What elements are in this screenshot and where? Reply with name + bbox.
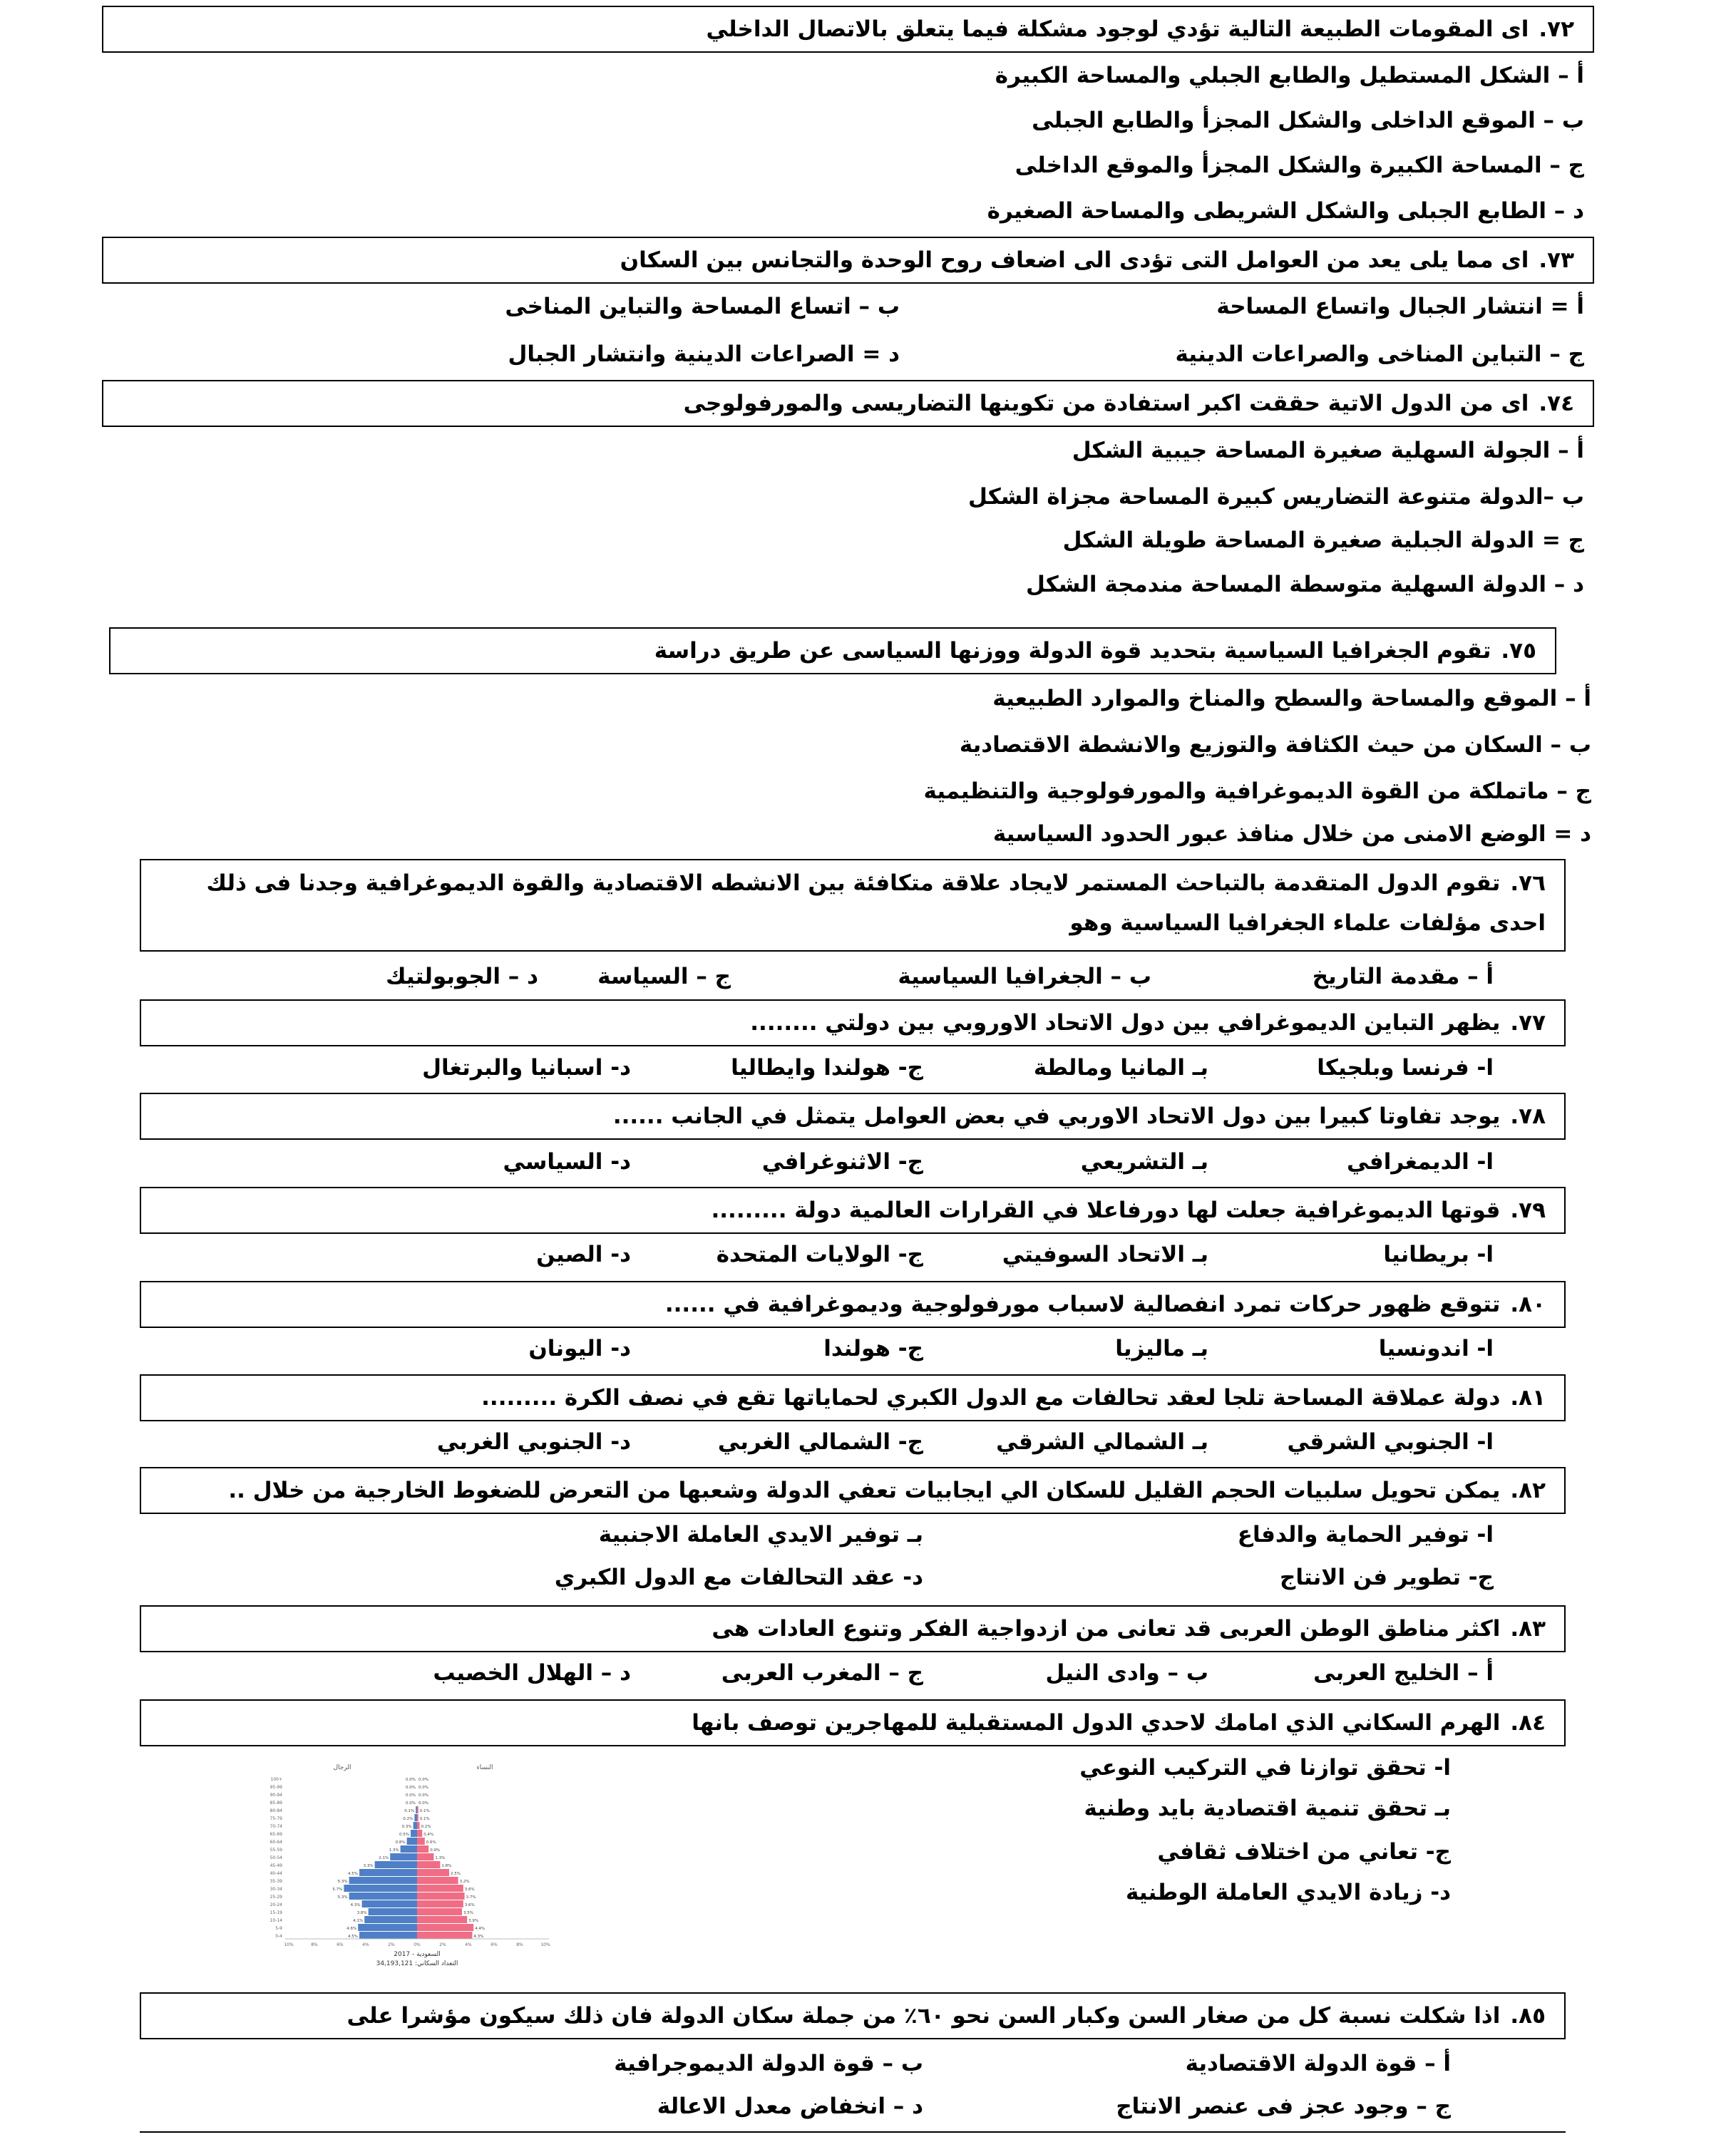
pyramid-x-tick: 10% — [284, 1942, 294, 1947]
pyramid-bar-male — [407, 1838, 417, 1845]
question-number: ٨٢. — [1510, 1478, 1546, 1503]
pyramid-value-male: 0.2% — [403, 1817, 414, 1821]
pyramid-value-female: 4.4% — [475, 1927, 486, 1931]
option: ب – الجغرافيا السياسية — [898, 964, 1151, 989]
option: ب – الموقع الداخلى والشكل المجزأ والطابع الجبلى — [1032, 108, 1584, 133]
pyramid-value-male: 4.3% — [350, 1903, 361, 1907]
option: ا- تحقق توازنا في التركيب النوعي — [1079, 1755, 1451, 1781]
question-81-box — [140, 1374, 1566, 1421]
option: ج- هولندا — [823, 1336, 923, 1361]
pyramid-bar-male — [359, 1869, 417, 1876]
option: بـ الشمالي الشرقي — [996, 1429, 1208, 1455]
pyramid-value-male: 0.3% — [401, 1825, 412, 1829]
question-number: ٧٥. — [1501, 638, 1536, 664]
pyramid-caption-population: التعداد السكاني: 34,193,121 — [376, 1960, 458, 1967]
question-75-box — [109, 627, 1556, 674]
pyramid-bar-female — [417, 1845, 428, 1853]
pyramid-value-male: 0.5% — [399, 1833, 409, 1837]
pyramid-x-tick: 6% — [337, 1942, 344, 1947]
pyramid-age-label: 65-69 — [269, 1832, 282, 1837]
pyramid-age-label: 75-79 — [269, 1816, 282, 1821]
question-text: اى من الدول الاتية حققت اكبر استفادة من تكوينها التضاريسى والمورفولوجى — [683, 391, 1529, 416]
option: ج- تطوير فن الانتاج — [1280, 1565, 1494, 1590]
pyramid-bar-male — [375, 1861, 417, 1868]
option: أ – الشكل المستطيل والطابع الجبلي والمساحة الكبيرة — [995, 63, 1584, 88]
option: ج – ماتملكة من القوة الديموغرافية والمورفولوجية والتنظيمية — [923, 778, 1591, 804]
option: ا- الديمغرافي — [1347, 1149, 1494, 1175]
option: د- الصين — [536, 1242, 631, 1267]
pyramid-age-label: 85-89 — [269, 1801, 282, 1806]
pyramid-value-male: 1.3% — [389, 1848, 399, 1853]
pyramid-bar-female — [417, 1877, 458, 1884]
pyramid-age-label: 10-14 — [269, 1918, 282, 1923]
option: بـ المانيا ومالطة — [1033, 1055, 1208, 1081]
question-text: يوجد تفاوتا كبيرا بين دول الاتحاد الاوربي في بعض العوامل يتمثل في الجانب ...... — [612, 1103, 1501, 1129]
pyramid-value-male: 0.0% — [406, 1801, 416, 1806]
option: ج- الولايات المتحدة — [716, 1242, 923, 1267]
option: ب –الدولة متنوعة التضاريس كبيرة المساحة مجزاة الشكل — [968, 484, 1584, 510]
option: ب – اتساع المساحة والتباين المناخى — [505, 294, 900, 319]
question-79-box — [140, 1187, 1566, 1234]
pyramid-bar-female — [417, 1924, 473, 1931]
pyramid-value-male: 5.3% — [337, 1880, 348, 1884]
pyramid-bar-female — [417, 1814, 418, 1821]
question-85-box — [140, 1992, 1566, 2039]
pyramid-age-label: 55-59 — [269, 1848, 282, 1853]
pyramid-bar-female — [417, 1908, 462, 1915]
pyramid-value-female: 0.0% — [418, 1786, 428, 1790]
option: د- اسبانيا والبرتغال — [422, 1055, 631, 1081]
pyramid-header-women: النساء — [476, 1764, 493, 1771]
pyramid-age-label: 35-39 — [269, 1879, 282, 1884]
pyramid-bar-male — [414, 1822, 417, 1829]
pyramid-age-label: 5-9 — [275, 1926, 282, 1931]
pyramid-value-male: 0.0% — [406, 1778, 416, 1782]
pyramid-value-male: 3.3% — [363, 1864, 374, 1868]
pyramid-value-female: 0.6% — [426, 1840, 436, 1845]
pyramid-value-female: 0.0% — [418, 1801, 428, 1806]
pyramid-x-tick: 8% — [516, 1942, 523, 1947]
question-76-box — [140, 859, 1566, 952]
question-text: قوتها الديموغرافية جعلت لها دورفاعلا في القرارات العالمية دولة ......... — [711, 1198, 1501, 1223]
question-72-box — [102, 6, 1594, 53]
pyramid-bar-female — [417, 1853, 433, 1860]
question-number: ٧٣. — [1539, 247, 1574, 273]
option: ج- هولندا وايطاليا — [731, 1055, 923, 1081]
option: بـ تحقق تنمية اقتصادية بايد وطنية — [1084, 1796, 1451, 1821]
option: ج – السياسة — [597, 964, 731, 989]
pyramid-x-tick: 2% — [388, 1942, 395, 1947]
pyramid-bar-male — [358, 1924, 417, 1931]
option: د = الصراعات الدينية وانتشار الجبال — [508, 341, 900, 367]
pyramid-value-female: 2.5% — [451, 1872, 461, 1876]
option: أ – مقدمة التاريخ — [1312, 964, 1494, 989]
pyramid-age-label: 90-94 — [269, 1793, 282, 1798]
pyramid-value-female: 0.1% — [419, 1817, 430, 1821]
next-question-box-edge — [140, 2131, 1566, 2133]
pyramid-value-male: 4.6% — [346, 1927, 357, 1931]
option: د- عقد التحالفات مع الدول الكبري — [554, 1565, 923, 1590]
pyramid-caption-title: السعودية - 2017 — [394, 1951, 441, 1958]
pyramid-bar-female — [417, 1822, 420, 1829]
option: د- زيادة الايدي العاملة الوطنية — [1125, 1880, 1451, 1905]
option: ب – وادى النيل — [1045, 1660, 1208, 1686]
option: د- اليونان — [528, 1336, 631, 1361]
question-text: اى مما يلى يعد من العوامل التى تؤدى الى اضعاف روح الوحدة والتجانس بين السكان — [620, 247, 1529, 273]
pyramid-value-female: 0.1% — [419, 1809, 430, 1813]
question-82-box — [140, 1467, 1566, 1514]
pyramid-bar-male — [416, 1806, 417, 1813]
pyramid-value-male: 4.5% — [348, 1935, 358, 1939]
pyramid-value-male: 0.0% — [406, 1793, 416, 1798]
pyramid-value-female: 0.2% — [421, 1825, 431, 1829]
pyramid-bar-female — [417, 1885, 463, 1892]
question-number: ٨٤. — [1510, 1710, 1546, 1736]
option: أ – الجولة السهلية صغيرة المساحة جيبية الشكل — [1072, 438, 1584, 463]
pyramid-value-male: 3.8% — [356, 1911, 367, 1915]
option: د – الدولة السهلية متوسطة المساحة مندمجة الشكل — [1026, 572, 1584, 597]
option: بـ التشريعي — [1080, 1149, 1208, 1175]
question-number: ٨١. — [1510, 1385, 1546, 1411]
pyramid-age-label: 50-54 — [269, 1855, 282, 1860]
option: ب – السكان من حيث الكثافة والتوزيع والانشطة الاقتصادية — [959, 732, 1591, 758]
option: أ = انتشار الجبال واتساع المساحة — [1216, 294, 1584, 319]
pyramid-age-label: 30-34 — [269, 1887, 282, 1892]
pyramid-bar-female — [417, 1932, 472, 1939]
pyramid-value-female: 3.2% — [459, 1880, 470, 1884]
question-number: ٧٦. — [1510, 870, 1546, 896]
option: ا- اندونسيا — [1378, 1336, 1494, 1361]
pyramid-value-male: 4.5% — [348, 1872, 358, 1876]
pyramid-bar-male — [364, 1916, 417, 1923]
question-text: تقوم الجغرافيا السياسية بتحديد قوة الدولة ووزنها السياسى عن طريق دراسة — [654, 638, 1491, 664]
pyramid-x-tick: 4% — [362, 1942, 369, 1947]
pyramid-bar-female — [417, 1861, 440, 1868]
option: ج- الاثنوغرافي — [761, 1149, 923, 1175]
question-text: يمكن تحويل سلبيات الحجم القليل للسكان الي ايجابيات تعفي الدولة وشعبها من التعرض للضغوط الخارجية من خلال .. — [228, 1478, 1501, 1503]
pyramid-bar-male — [390, 1853, 417, 1860]
pyramid-bar-female — [417, 1916, 467, 1923]
pyramid-value-female: 0.9% — [430, 1848, 441, 1853]
pyramid-bar-male — [414, 1814, 417, 1821]
question-number: ٨٠. — [1510, 1292, 1546, 1317]
pyramid-value-female: 1.3% — [435, 1856, 446, 1860]
question-74-box — [102, 380, 1594, 427]
option: بـ ماليزيا — [1115, 1336, 1208, 1361]
pyramid-bar-female — [417, 1830, 422, 1837]
pyramid-age-label: 60-64 — [269, 1840, 282, 1845]
pyramid-value-male: 0.8% — [395, 1840, 406, 1845]
option: أ – الموقع والمساحة والسطح والمناخ والموارد الطبيعية — [992, 686, 1591, 711]
option: ج – وجود عجز فى عنصر الانتاج — [1116, 2094, 1451, 2119]
pyramid-age-label: 40-44 — [269, 1871, 282, 1876]
pyramid-value-female: 0.4% — [423, 1833, 434, 1837]
pyramid-value-female: 3.6% — [464, 1888, 475, 1892]
question-number: ٧٢. — [1539, 16, 1574, 42]
pyramid-age-label: 45-49 — [269, 1863, 282, 1868]
pyramid-bar-female — [417, 1893, 465, 1900]
pyramid-value-female: 3.7% — [466, 1895, 476, 1900]
option: د – انخفاض معدل الاعالة — [657, 2094, 923, 2119]
option: ا- بريطانيا — [1383, 1242, 1494, 1267]
option: ج – المغرب العربى — [721, 1660, 923, 1686]
pyramid-age-label: 15-19 — [269, 1910, 282, 1915]
option: ب – قوة الدولة الديموجرافية — [614, 2051, 923, 2076]
pyramid-age-label: 100+ — [270, 1777, 282, 1782]
pyramid-x-tick: 4% — [465, 1942, 472, 1947]
pyramid-value-female: 3.9% — [468, 1919, 479, 1923]
pyramid-age-label: 0-4 — [275, 1934, 282, 1939]
pyramid-value-male: 2.1% — [379, 1856, 389, 1860]
question-text: دولة عملاقة المساحة تلجا لعقد تحالفات مع الدول الكبري لحماياتها تقع في نصف الكرة ......... — [481, 1385, 1501, 1411]
pyramid-x-tick: 10% — [540, 1942, 550, 1947]
pyramid-value-male: 4.1% — [353, 1919, 364, 1923]
option: ا- فرنسا وبلجيكا — [1317, 1055, 1494, 1081]
question-83-box — [140, 1605, 1566, 1652]
question-text: اكثر مناطق الوطن العربى قد تعانى من ازدواجية الفكر وتنوع العادات هى — [712, 1616, 1501, 1642]
option: أ – الخليج العربى — [1313, 1660, 1494, 1686]
question-number: ٧٩. — [1510, 1198, 1546, 1223]
question-text: يظهر التباين الديموغرافي بين دول الاتحاد الاوروبي بين دولتي ........ — [750, 1010, 1501, 1036]
question-text: اى المقومات الطبيعة التالية تؤدي لوجود مشكلة فيما يتعلق بالاتصال الداخلي — [706, 16, 1529, 42]
option: د – الجوبولتيك — [386, 964, 538, 989]
option: د – الطابع الجبلى والشكل الشريطى والمساحة الصغيرة — [987, 198, 1584, 224]
question-number: ٧٧. — [1510, 1010, 1546, 1036]
option: د- السياسي — [503, 1149, 631, 1175]
option: بـ توفير الايدي العاملة الاجنبية — [598, 1522, 923, 1548]
question-text: تقوم الدول المتقدمة بالتباحث المستمر لايجاد علاقة متكافئة بين الانشطه الاقتصادية والقوة الديموغرافية وجدنا فى ذلك احدى مؤلفات علماء الجغرافيا السياسية وهو — [206, 870, 1546, 936]
pyramid-bar-female — [417, 1838, 425, 1845]
option: أ – قوة الدولة الاقتصادية — [1185, 2051, 1451, 2076]
question-77-box — [140, 999, 1566, 1046]
pyramid-bar-male — [401, 1845, 417, 1853]
option: ج – التباين المناخى والصراعات الدينية — [1175, 341, 1584, 367]
pyramid-bar-male — [344, 1885, 417, 1892]
question-number: ٨٥. — [1510, 2003, 1546, 2029]
pyramid-bar-male — [362, 1900, 417, 1907]
pyramid-age-label: 20-24 — [269, 1902, 282, 1907]
question-78-box — [140, 1093, 1566, 1140]
pyramid-value-male: 0.1% — [404, 1809, 415, 1813]
pyramid-x-tick: 6% — [491, 1942, 498, 1947]
question-80-box — [140, 1281, 1566, 1328]
pyramid-value-male: 0.0% — [406, 1786, 416, 1790]
question-number: ٧٤. — [1539, 391, 1574, 416]
pyramid-age-label: 80-84 — [269, 1808, 282, 1813]
option: د = الوضع الامنى من خلال منافذ عبور الحدود السياسية — [992, 821, 1591, 847]
pyramid-x-tick: 0% — [414, 1942, 421, 1947]
pyramid-x-tick: 2% — [439, 1942, 446, 1947]
pyramid-bar-male — [359, 1932, 417, 1939]
option: ج – المساحة الكبيرة والشكل المجزأ والموقع الداخلى — [1015, 153, 1584, 178]
option: ا- توفير الحماية والدفاع — [1237, 1522, 1494, 1548]
pyramid-value-female: 3.6% — [464, 1903, 475, 1907]
option: د – الهلال الخصيب — [433, 1660, 631, 1686]
question-text: الهرم السكاني الذي امامك لاحدي الدول المستقبلية للمهاجرين توصف بانها — [692, 1710, 1501, 1736]
pyramid-x-tick: 8% — [311, 1942, 318, 1947]
pyramid-bar-female — [417, 1900, 463, 1907]
question-number: ٨٣. — [1510, 1616, 1546, 1642]
option: ج- تعاني من اختلاف ثقافي — [1157, 1839, 1451, 1865]
pyramid-age-label: 70-74 — [269, 1824, 282, 1829]
pyramid-bar-male — [349, 1893, 417, 1900]
population-pyramid — [257, 1759, 556, 1973]
pyramid-value-female: 3.5% — [463, 1911, 473, 1915]
pyramid-value-female: 0.0% — [418, 1778, 428, 1782]
pyramid-bar-male — [349, 1877, 417, 1884]
pyramid-value-female: 4.3% — [473, 1935, 484, 1939]
pyramid-age-label: 95-99 — [269, 1785, 282, 1790]
option: د- الجنوبي الغربي — [436, 1429, 631, 1455]
option: ج = الدولة الجبلية صغيرة المساحة طويلة الشكل — [1062, 527, 1584, 553]
pyramid-bar-female — [417, 1806, 418, 1813]
pyramid-bar-female — [417, 1869, 449, 1876]
option: ج- الشمالي الغربي — [717, 1429, 923, 1455]
pyramid-header-men: الرجال — [333, 1764, 351, 1771]
question-text: تتوقع ظهور حركات تمرد انفصالية لاسباب مورفولوجية وديموغرافية في ...... — [664, 1292, 1501, 1317]
question-84-box — [140, 1699, 1566, 1746]
question-73-box — [102, 237, 1594, 284]
question-number: ٧٨. — [1510, 1103, 1546, 1129]
pyramid-value-male: 5.3% — [337, 1895, 348, 1900]
pyramid-value-female: 0.0% — [418, 1793, 428, 1798]
pyramid-value-female: 1.8% — [441, 1864, 452, 1868]
pyramid-bar-male — [369, 1908, 417, 1915]
pyramid-value-male: 5.7% — [332, 1888, 343, 1892]
question-text: اذا شكلت نسبة كل من صغار السن وكبار السن نحو ٦٠٪ من جملة سكان الدولة فان ذلك سيكون مؤشرا على — [346, 2003, 1501, 2029]
option: بـ الاتحاد السوفيتي — [1002, 1242, 1208, 1267]
pyramid-bar-male — [411, 1830, 417, 1837]
pyramid-age-label: 25-29 — [269, 1895, 282, 1900]
option: ا- الجنوبي الشرقي — [1287, 1429, 1494, 1455]
